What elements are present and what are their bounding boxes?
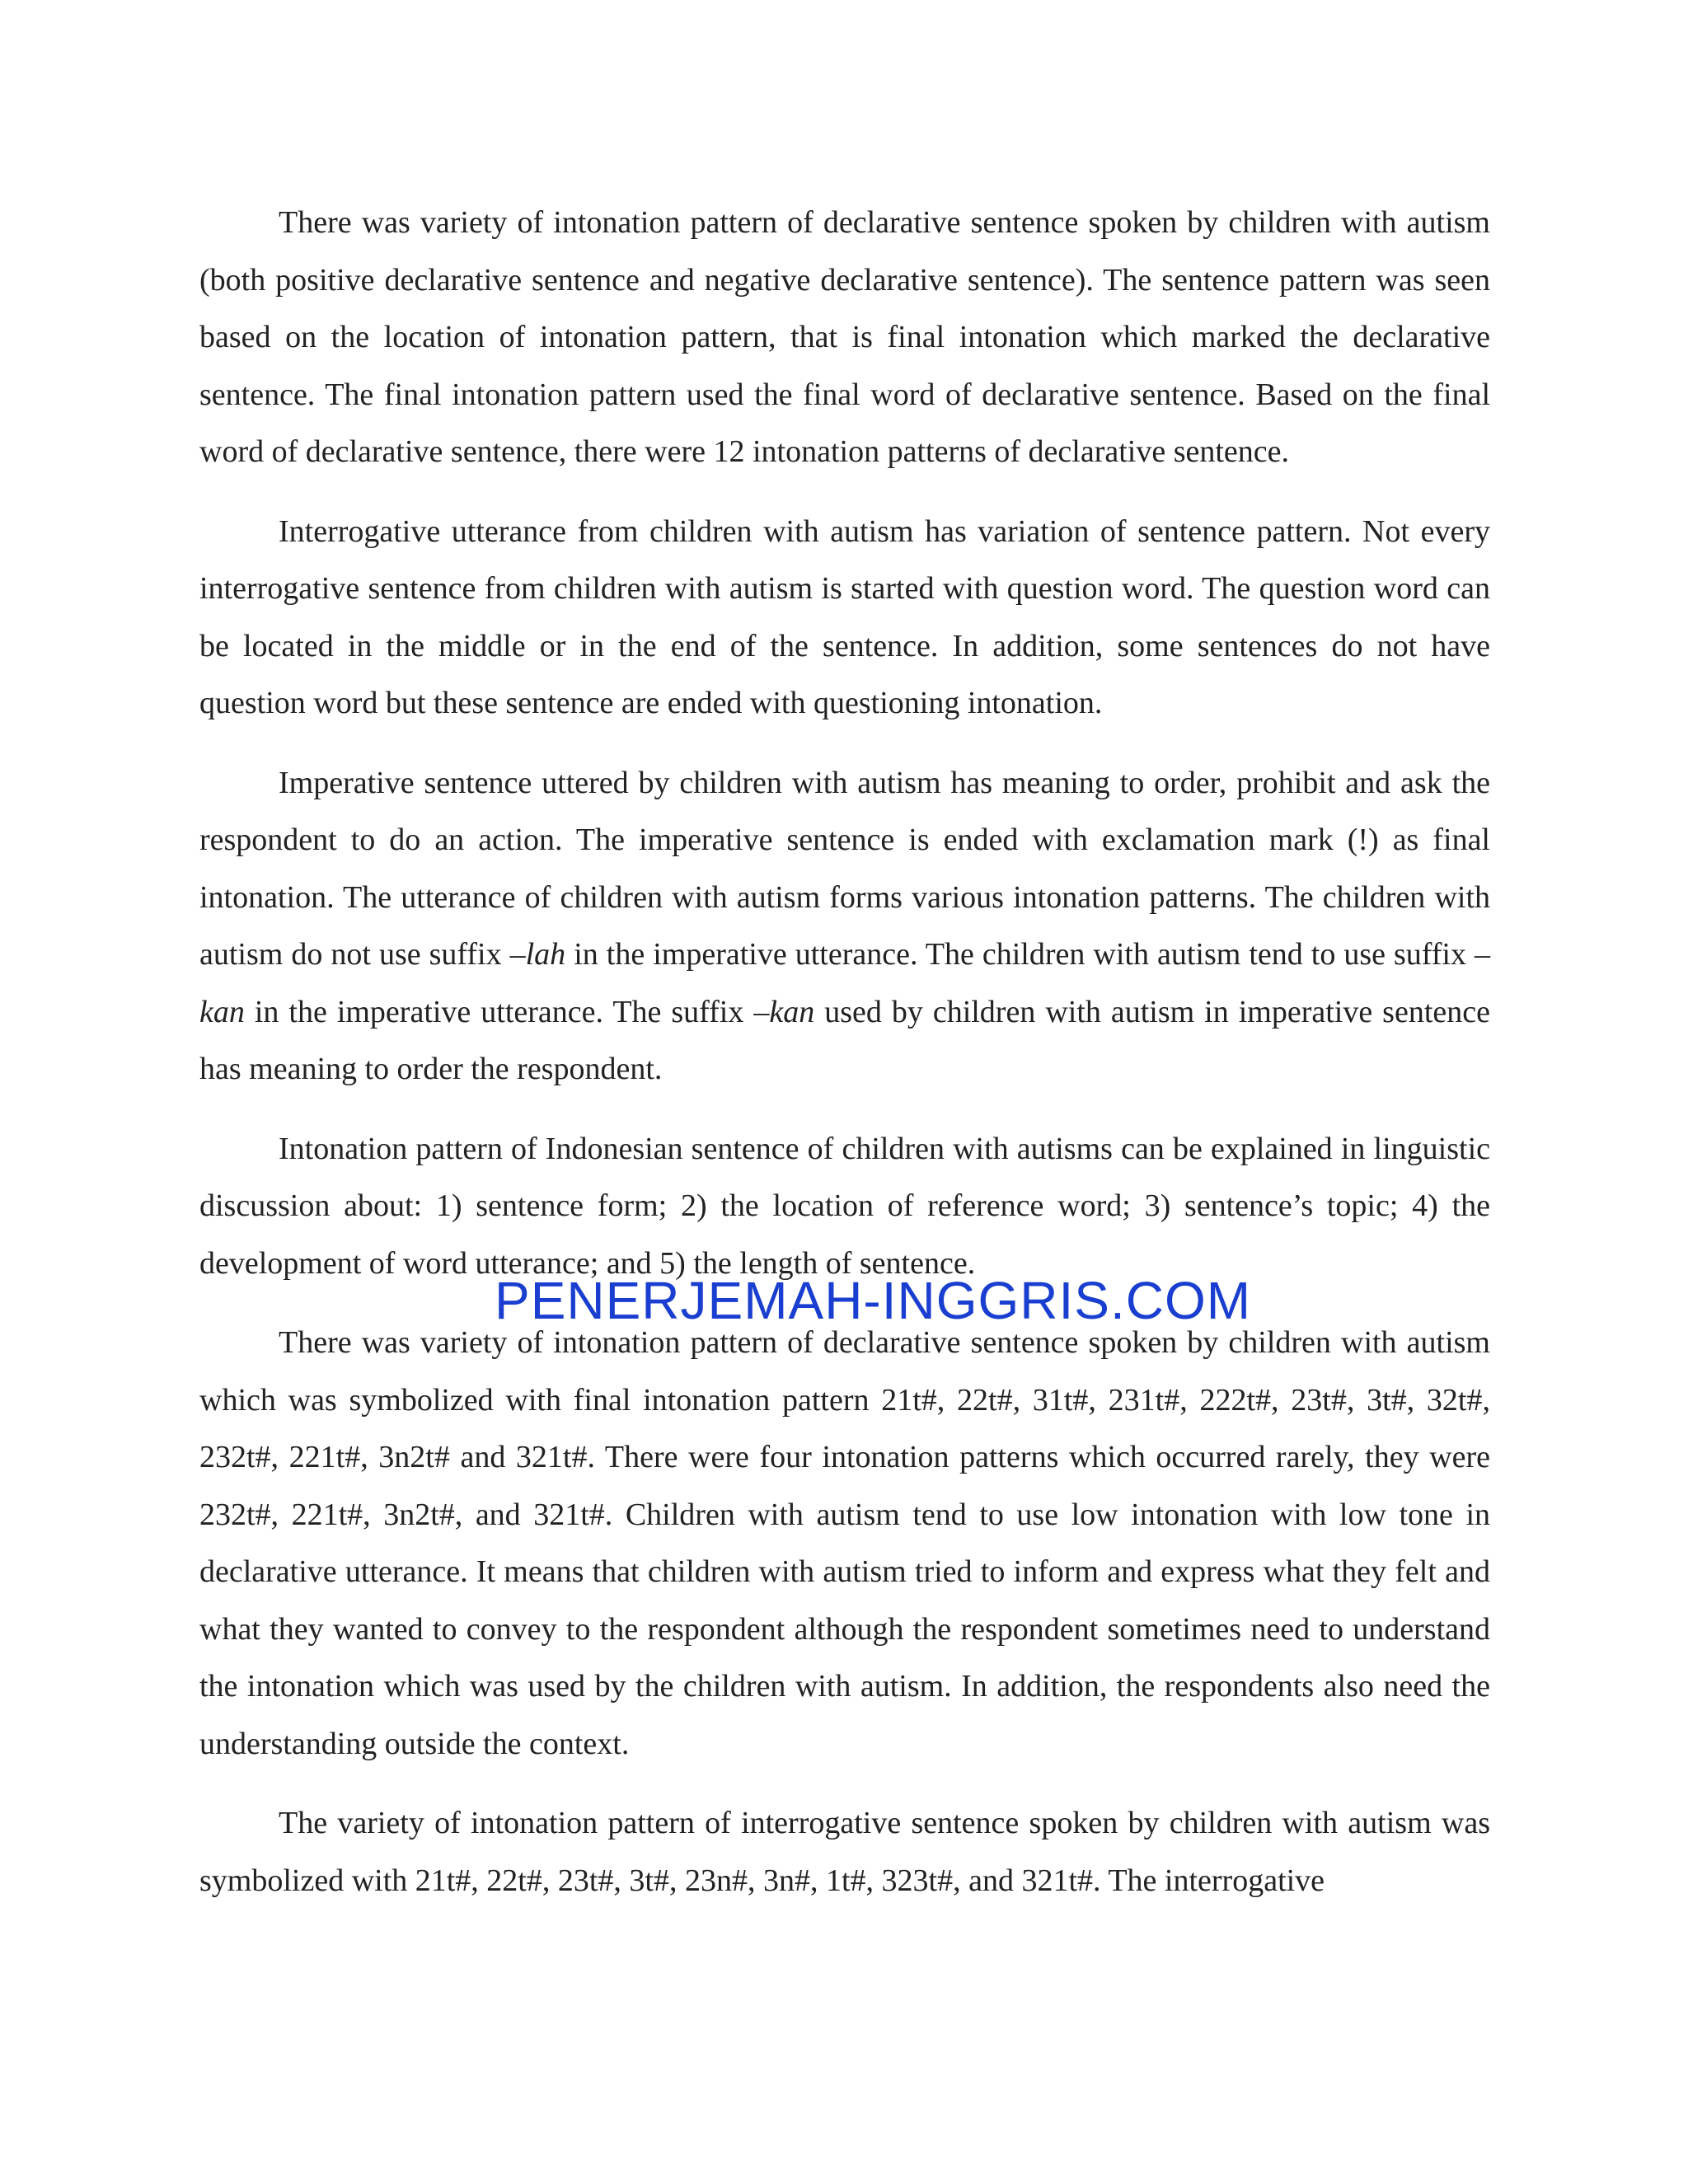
paragraph-text: Intonation pattern of Indonesian sentence of children with autisms can be explained in linguistic discussion about: 1) sentence form; 2) the location of reference word; 3) sentence’s topic; 4) the development of word utterance; and 5) the length of sentence. bbox=[199, 1131, 1490, 1281]
italic-term: –lah bbox=[509, 937, 566, 972]
paragraph bbox=[199, 1795, 1490, 1910]
paragraph bbox=[199, 194, 1490, 481]
paragraph-text: There was variety of intonation pattern of declarative sentence spoken by children with autism which was symbolized with final intonation pattern 21t#, 22t#, 31t#, 231t#, 222t#, 23t#, 3t#, 32t#, 232t#, 221t#, 3n2t# and 321t#. There were four intonation patterns which occurred rarely, they were 232t#, 221t#, 3n2t#, and 321t#. Children with autism tend to use low intonation with low tone in declarative utterance. It means that children with autism tried to inform and express what they felt and what they wanted to convey to the respondent although the respondent sometimes need to understand the intonation which was used by the children with autism. In addition, the respondents also need the understanding outside the context. bbox=[199, 1325, 1490, 1761]
document-body bbox=[199, 194, 1490, 1932]
paragraph-text: Interrogative utterance from children with autism has variation of sentence pattern. Not every interrogative sentence from children with autism is started with question word. The question word can be located in the middle or in the end of the sentence. In addition, some sentences do not have question word but these sentence are ended with questioning intonation. bbox=[199, 513, 1490, 720]
paragraph-text: used by children with autism in imperative sentence has meaning to order the respondent. bbox=[199, 994, 1490, 1086]
paragraph-text: Imperative sentence uttered by children with autism has meaning to order, prohibit and ask the respondent to do an action. The imperative sentence is ended with exclamation mark (!) as final intonation. The utterance of children with autism forms various intonation patterns. The children with autism do not use suffix bbox=[199, 765, 1490, 972]
paragraph bbox=[199, 755, 1490, 1099]
italic-term: –kan bbox=[199, 937, 1490, 1029]
paragraph bbox=[199, 1315, 1490, 1773]
italic-term: –kan bbox=[753, 994, 815, 1029]
paragraph-text: The variety of intonation pattern of interrogative sentence spoken by children with autism was symbolized with 21t#, 22t#, 23t#, 3t#, 23n#, 3n#, 1t#, 323t#, and 321t#. The interrogative bbox=[199, 1806, 1490, 1898]
watermark: PENERJEMAH-INGGRIS.COM bbox=[495, 1271, 1252, 1330]
paragraph bbox=[199, 504, 1490, 733]
paragraph-text: in the imperative utterance. The children with autism tend to use suffix bbox=[565, 937, 1475, 972]
paragraph-text: There was variety of intonation pattern of declarative sentence spoken by children with autism (both positive declarative sentence and negative declarative sentence). The sentence pattern was seen based on the location of intonation pattern, that is final intonation which marked the declarative sentence. The final intonation pattern used the final word of declarative sentence. Based on the final word of declarative sentence, there were 12 intonation patterns of declarative sentence. bbox=[199, 205, 1490, 469]
paragraph-text: in the imperative utterance. The suffix bbox=[244, 994, 754, 1029]
